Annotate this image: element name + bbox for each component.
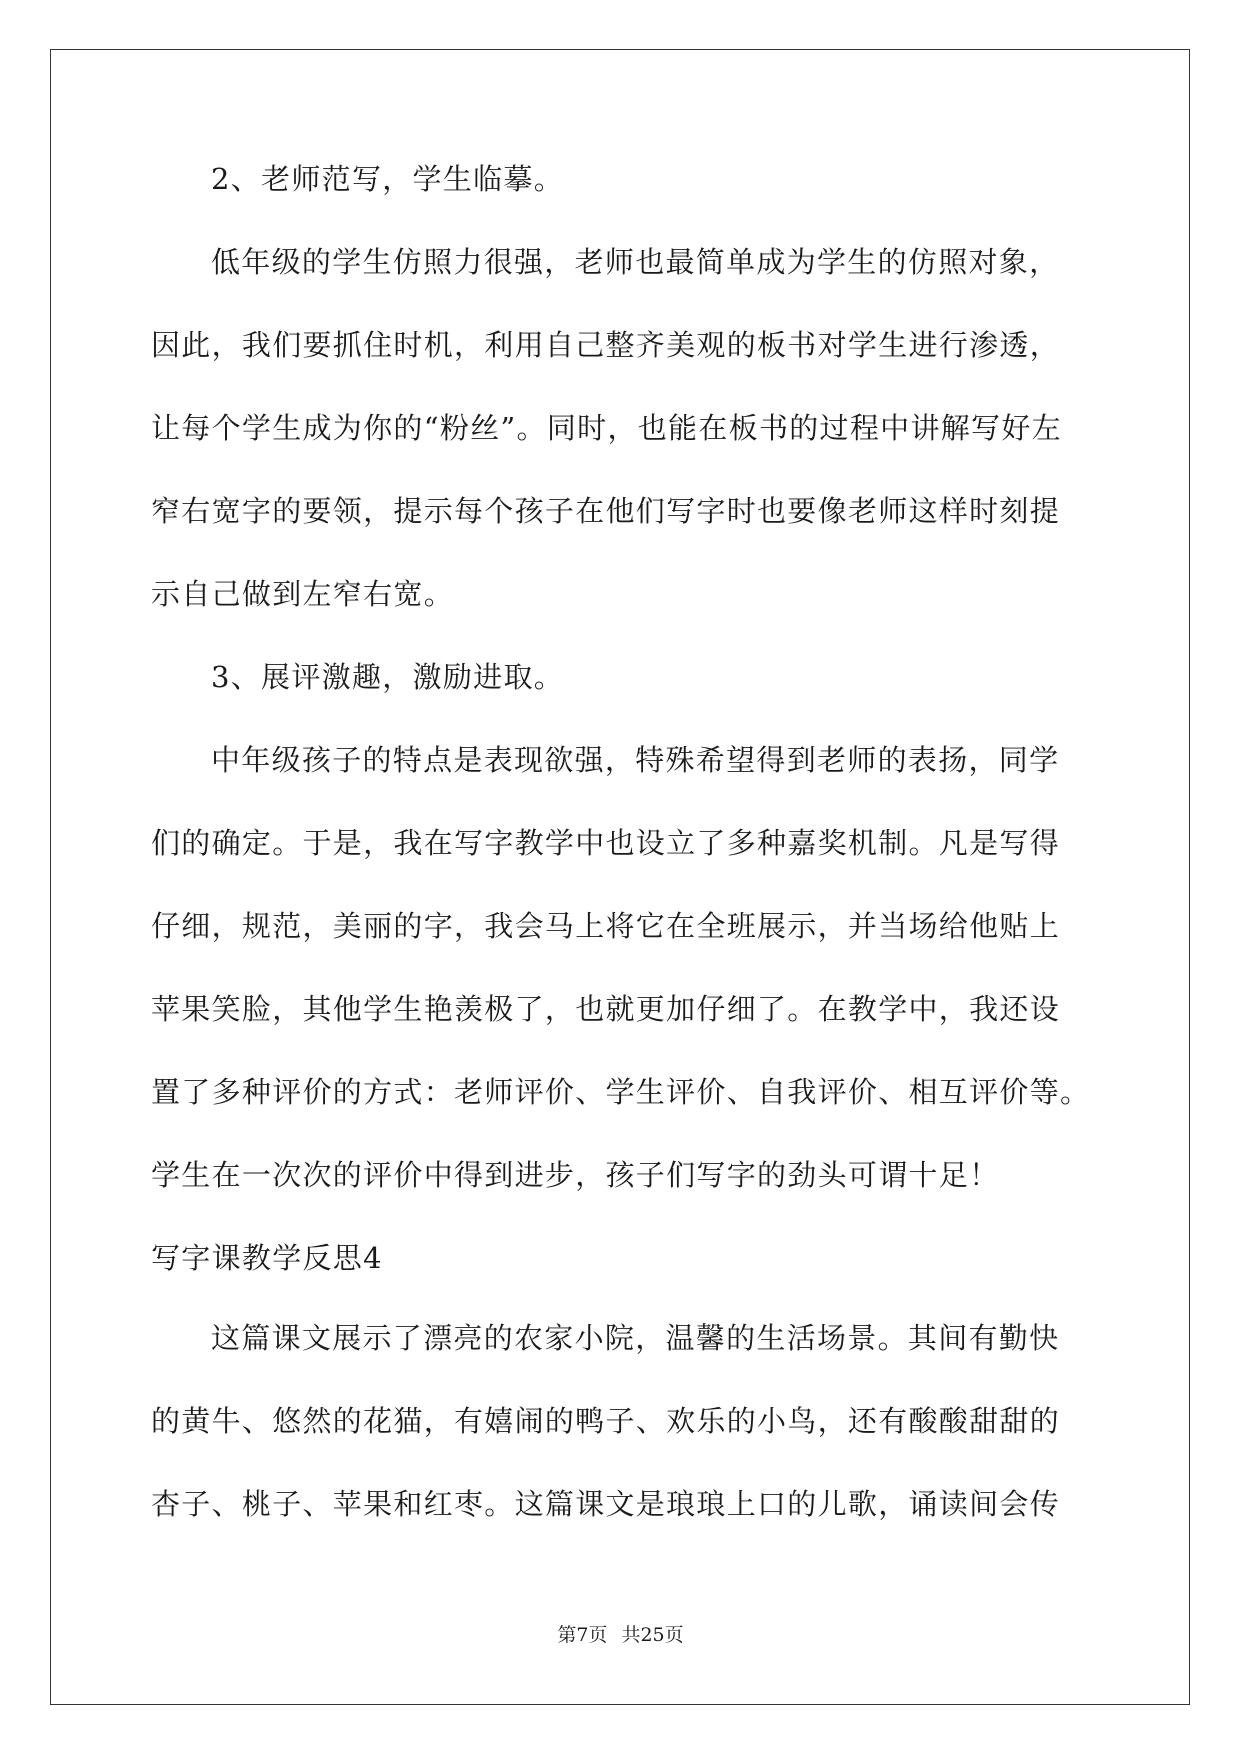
text-line: 2、老师范写，学生临摹。 (211, 162, 565, 196)
text-line: 窄右宽字的要领，提示每个孩子在他们写字时也要像老师这样时刻提 (151, 494, 1061, 528)
text-line: 置了多种评价的方式：老师评价、学生评价、自我评价、相互评价等。 (151, 1075, 1091, 1109)
text-line: 的黄牛、悠然的花猫，有嬉闹的鸭子、欢乐的小鸟，还有酸酸甜甜的 (151, 1404, 1061, 1438)
text-line: 仔细，规范，美丽的字，我会马上将它在全班展示，并当场给他贴上 (151, 909, 1061, 943)
text-line: 3、展评激趣，激励进取。 (211, 660, 565, 694)
text-line: 苹果笑脸，其他学生艳羡极了，也就更加仔细了。在教学中，我还设 (151, 992, 1061, 1026)
text-line: 学生在一次次的评价中得到进步，孩子们写字的劲头可谓十足！ (151, 1158, 1000, 1192)
text-line: 这篇课文展示了漂亮的农家小院，温馨的生活场景。其间有勤快 (211, 1321, 1060, 1355)
page-number: 第7页 (557, 1624, 608, 1646)
page-footer (0, 1623, 1241, 1647)
page-total: 共25页 (621, 1624, 684, 1646)
document-body (151, 160, 1091, 1568)
text-line: 们的确定。于是，我在写字教学中也设立了多种嘉奖机制。凡是写得 (151, 826, 1061, 860)
text-line: 因此，我们要抓住时机，利用自己整齐美观的板书对学生进行渗透， (151, 328, 1061, 362)
text-line: 让每个学生成为你的“粉丝”。同时，也能在板书的过程中讲解写好左 (151, 411, 1062, 445)
text-line: 中年级孩子的特点是表现欲强，特殊希望得到老师的表扬，同学 (211, 743, 1060, 777)
text-line: 杏子、桃子、苹果和红枣。这篇课文是琅琅上口的儿歌，诵读间会传 (151, 1487, 1061, 1521)
section-heading: 写字课教学反思4 (151, 1241, 383, 1275)
text-line: 低年级的学生仿照力很强，老师也最简单成为学生的仿照对象， (211, 245, 1060, 279)
text-line: 示自己做到左窄右宽。 (151, 577, 455, 611)
